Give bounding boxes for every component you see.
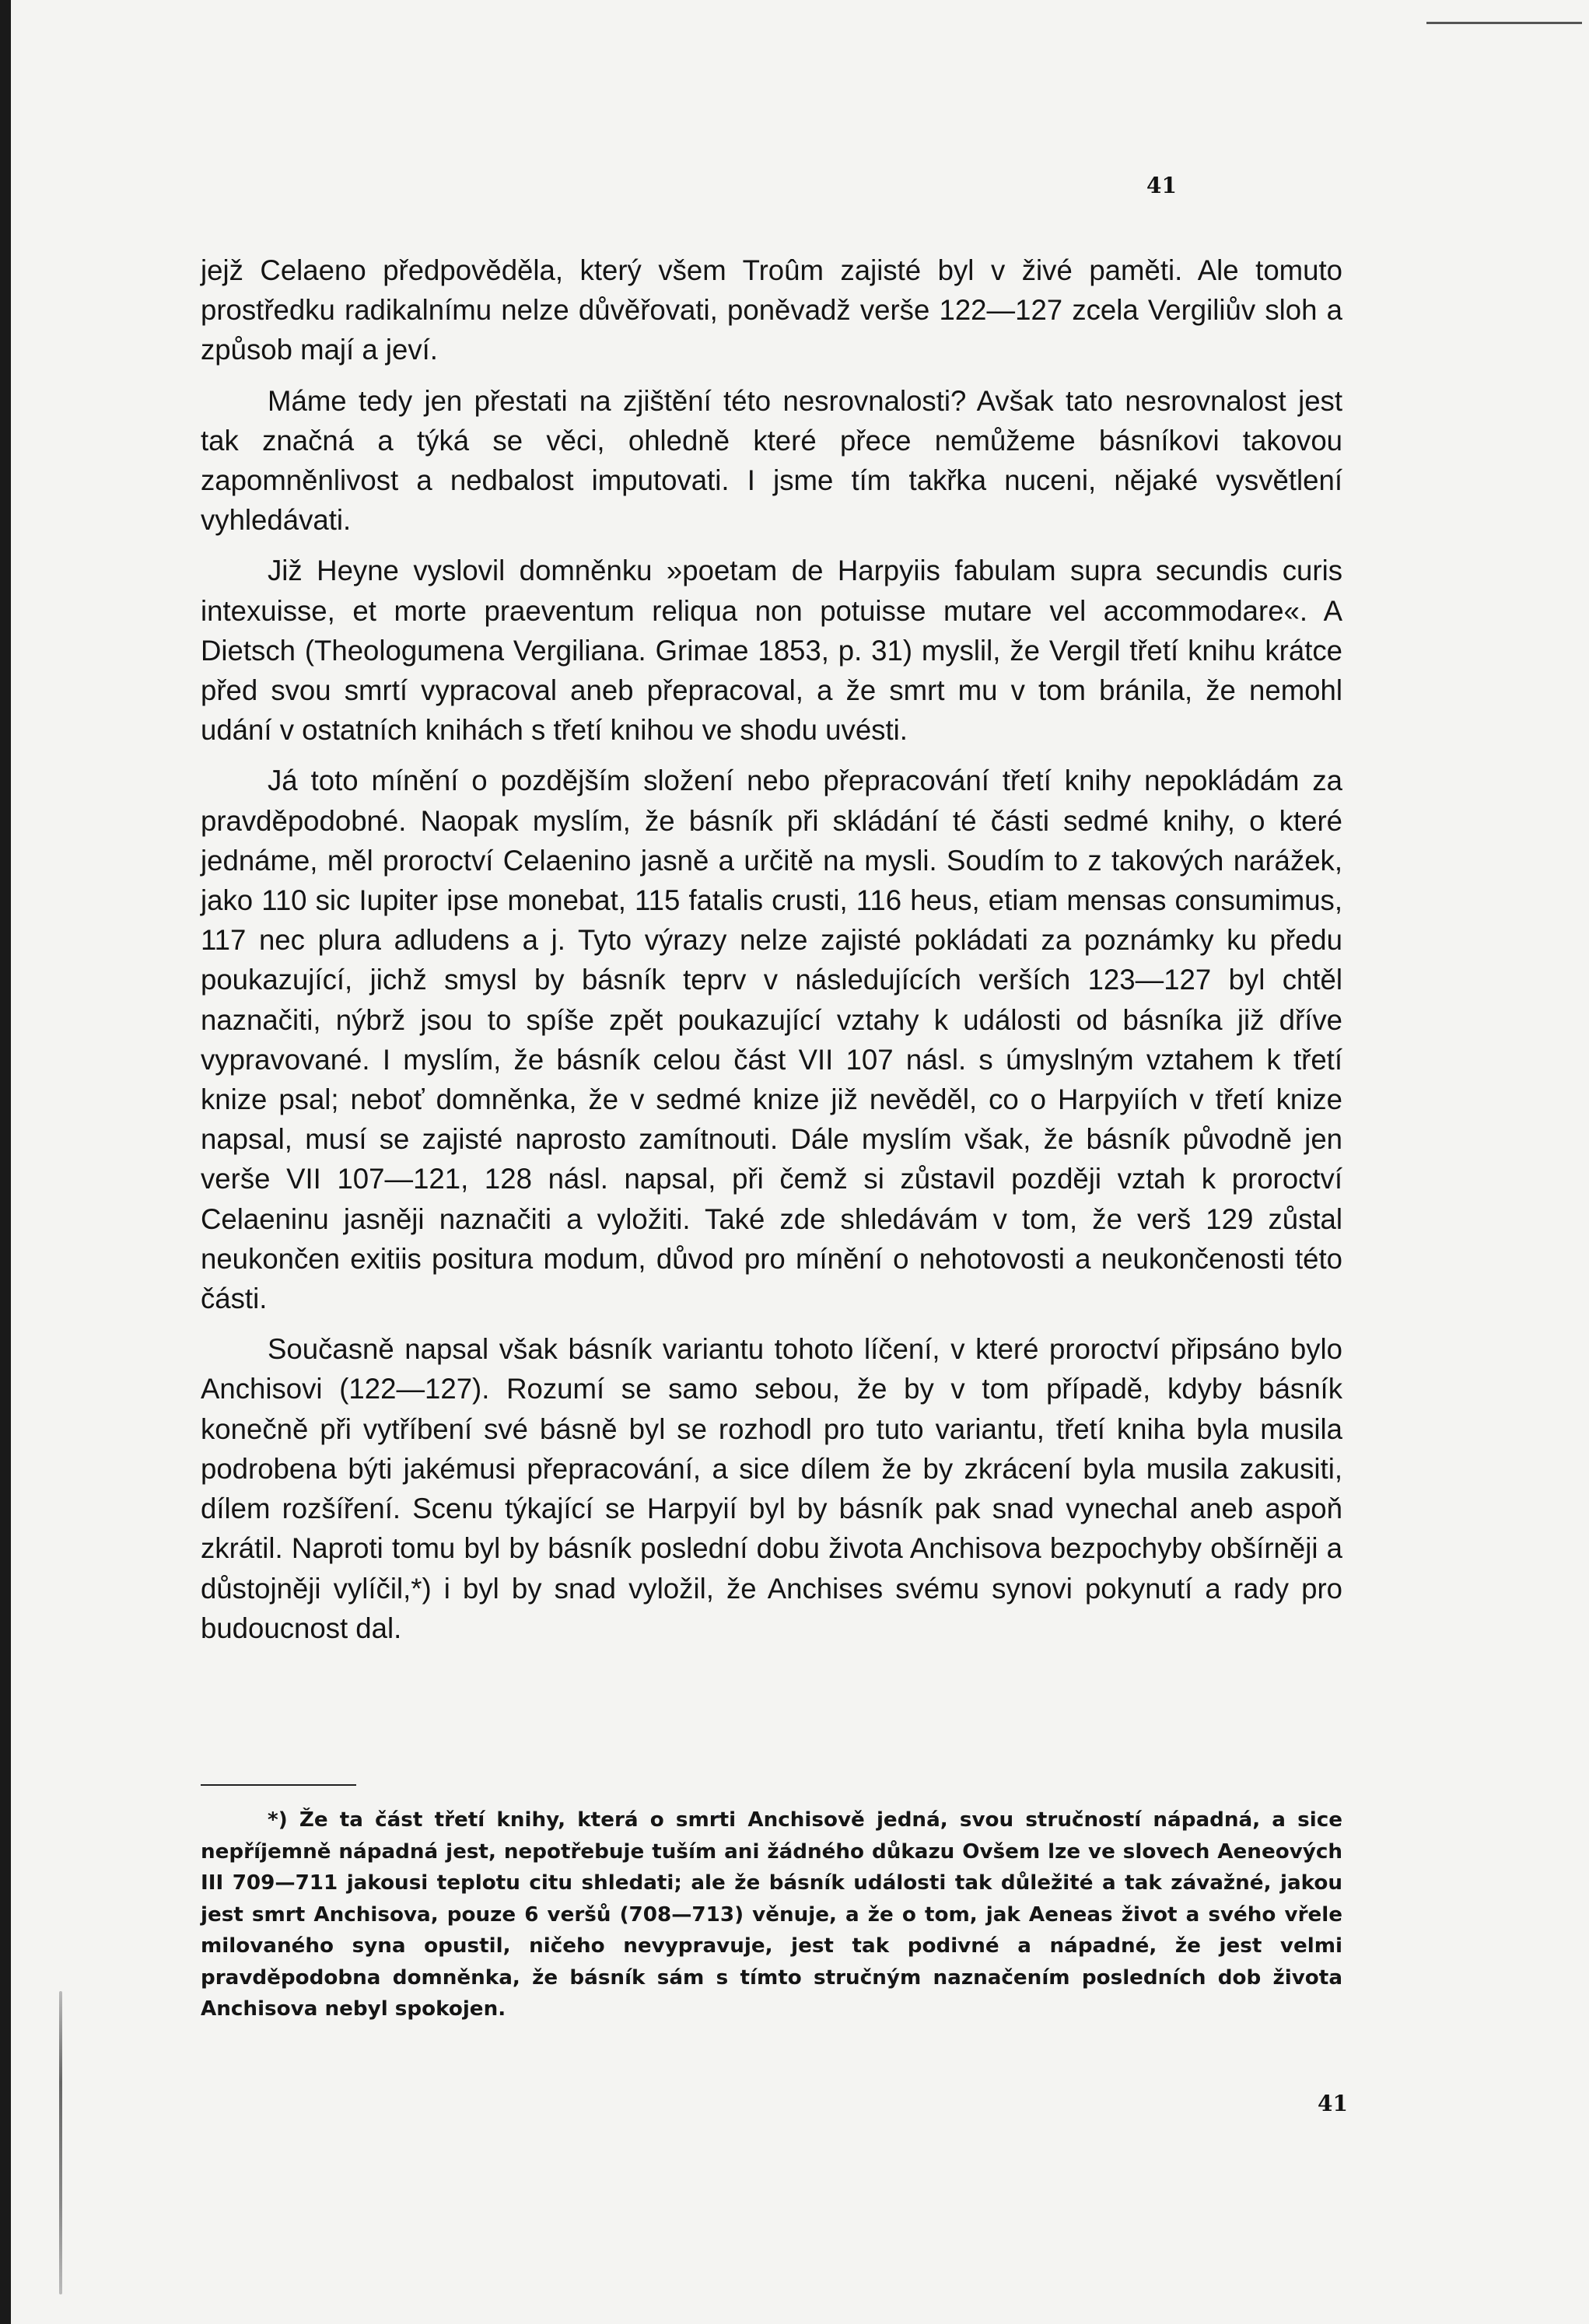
- body-text: [201, 250, 1342, 1659]
- scan-margin-mark: [59, 1991, 62, 2294]
- page-number-header: [11, 173, 1589, 198]
- paragraph-4: Já toto mínění o pozdějším složení nebo přepracování třetí knihy nepokládám za pravděpodobné. Naopak myslím, že básník při skládání té části sedmé knihy, o které jednáme, měl proroctví Celaenino jasně a určitě na mysli. Soudím to z takových narážek, jako 110 sic Iupiter ipse monebat, 115 fatalis crusti, 116 heus, etiam mensas consumimus, 117 nec plura adludens a j. Tyto výrazy nelze zajisté pokládati za poznámky ku předu poukazující, jichž smysl by básník teprv v následujících verších 123—127 byl chtěl naznačiti, nýbrž jsou to spíše zpět poukazující vztahy k události od básníka již dříve vypravované. I myslím, že básník celou část VII 107 násl. s úmyslným vztahem k třetí knize psal; neboť domněnka, že v sedmé knize již nevěděl, co o Harpyiích v třetí knize napsal, musí se zajisté naprosto zamítnouti. Dále myslím však, že básník původně jen verše VII 107—121, 128 násl. napsal, při čemž si zůstavil později vztah k proroctví Celaeninu jasněji naznačiti a vyložiti. Také zde shledávám v tom, že verš 129 zůstal neukončen exitiis positura modum, důvod pro mínění o nehotovosti a neukončenosti této části.: [201, 765, 1342, 1315]
- page-number-footer: 41: [1318, 2091, 1348, 2116]
- paragraph-5: Současně napsal však básník variantu tohoto líčení, v které proroctví připsáno bylo Anchisovi (122—127). Rozumí se samo sebou, že by v tom případě, kdyby básník konečně při vytříbení své básně byl se rozhodl pro tuto variantu, třetí kniha byla musila podrobena býti jakémusi přepracování, a sice dílem že by zkrácení byla musila zakusiti, dílem rozšíření. Scenu týkající se Harpyií byl by básník pak snad vynechal aneb aspoň zkrátil. Naproti tomu byl by básník poslední dobu života Anchisova bezpochyby obšírněji a důstojněji vylíčil,*) i byl by snad vyložil, že Anchises svému synovi pokynutí a rady pro budoucnost dal.: [201, 1333, 1342, 1644]
- page-number-header-text: 41: [1146, 173, 1177, 198]
- footnote-divider: [201, 1784, 356, 1786]
- paragraph-2: Máme tedy jen přestati na zjištění této nesrovnalosti? Avšak tato nesrovnalost jest tak značná a týká se věci, ohledně které přece nemůžeme básníkovi takovou zapomněnlivost a nedbalost imputovati. I jsme tím takřka nuceni, nějaké vysvětlení vyhledávati.: [201, 384, 1342, 537]
- paragraph-1: jejž Celaeno předpověděla, který všem Troûm zajisté byl v živé paměti. Ale tomuto prostředku radikalnímu nelze důvěřovati, poněvadž verše 122—127 zcela Vergiliův sloh a způsob mají a jeví.: [201, 254, 1342, 366]
- scan-edge-line: [1426, 22, 1582, 24]
- paragraph-3: Již Heyne vyslovil domněnku »poetam de Harpyiis fabulam supra secundis curis intexuisse, et morte praeventum reliqua non potuisse mutare vel accommodare«. A Dietsch (Theologumena Vergiliana. Grimae 1853, p. 31) myslil, že Vergil třetí knihu krátce před svou smrtí vypracoval aneb přepracoval, a že smrt mu v tom bránila, že nemohl udání v ostatních knihách s třetí knihou ve shodu uvésti.: [201, 555, 1342, 747]
- footnote: *) Že ta část třetí knihy, která o smrti Anchisově jedná, svou stručností nápadná, a sice nepříjemně nápadná jest, nepotřebuje tuším ani žádného důkazu Ovšem lze ve slovech Aeneových III 709—711 jakousi teplotu citu shledati; ale že básník události tak důležité a tak závažné, jakou jest smrt Anchisova, pouze 6 veršů (708—713) věnuje, a že o tom, jak Aeneas život a svého vřele milovaného syna opustil, ničeho nevypravuje, jest tak podivné a nápadné, že jest velmi pravděpodobna domněnka, že básník sám s tímto stručným naznačením posledních dob života Anchisova nebyl spokojen.: [201, 1808, 1342, 2021]
